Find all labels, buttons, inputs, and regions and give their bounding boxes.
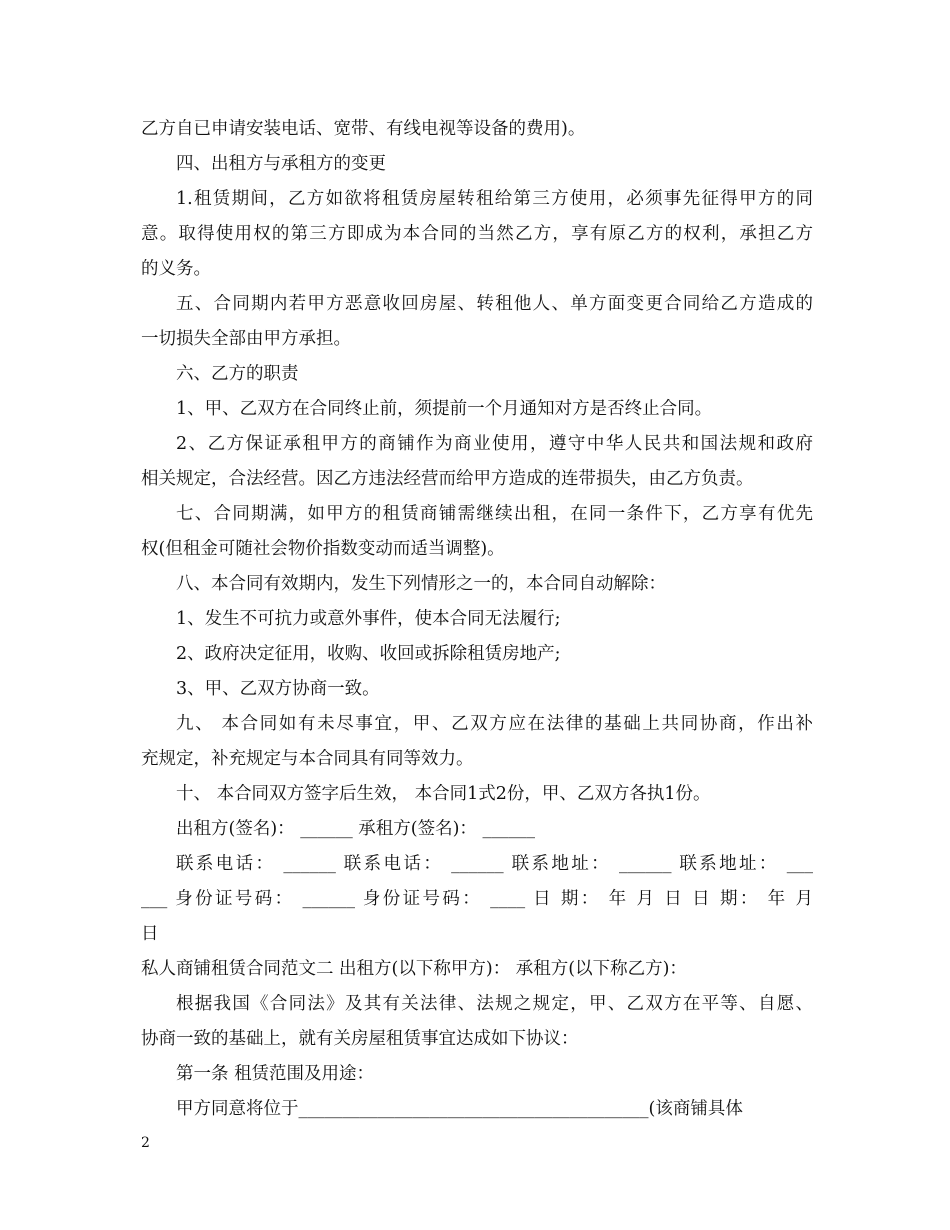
text-line: 充规定，补充规定与本合同具有同等效力。 <box>141 749 474 769</box>
text-line: 协商一致的基础上，就有关房屋租赁事宜达成如下协议： <box>141 1029 579 1049</box>
text-line: 乙方自已申请安装电话、宽带、有线电视等设备的费用)。 <box>141 119 586 139</box>
section-heading: 十、 本合同双方签字后生效， 本合同1式2份，甲、乙双方各执1份。 <box>176 784 711 804</box>
text-line: 2、政府决定征用，收购、收回或拆除租赁房地产; <box>176 644 561 664</box>
text-line: 意。取得使用权的第三方即成为本合同的当然乙方，享有原乙方的权利，承担乙方 <box>141 224 813 244</box>
text-line: 权(但租金可随社会物价指数变动而适当调整)。 <box>141 539 505 559</box>
section-heading: 九、 本合同如有未尽事宜，甲、乙双方应在法律的基础上共同协商，作出补 <box>176 714 813 734</box>
document-subtitle: 私人商铺租赁合同范文二 出租方(以下称甲方)： 承租方(以下称乙方)： <box>141 959 687 979</box>
id-date-line: ___ 身份证号码： ______ 身份证号码： ____ 日 期： 年 月 日 日 期： 年 月 <box>141 889 813 909</box>
contact-line: 联系电话： ______ 联系电话： ______ 联系地址： ______ 联系地址： ___ <box>176 854 813 874</box>
text-line: 1、甲、乙双方在合同终止前，须提前一个月通知对方是否终止合同。 <box>176 399 713 419</box>
text-line: 1.租赁期间，乙方如欲将租赁房屋转租给第三方使用，必须事先征得甲方的同 <box>176 189 813 209</box>
page-number: 2 <box>141 1135 150 1151</box>
text-line: 根据我国《合同法》及其有关法律、法规之规定，甲、乙双方在平等、自愿、 <box>176 994 813 1014</box>
text-line: 相关规定，合法经营。因乙方违法经营而给甲方造成的连带损失，由乙方负责。 <box>141 469 754 489</box>
text-line: 日 <box>141 924 159 944</box>
section-heading: 七、合同期满，如甲方的租赁商铺需继续出租，在同一条件下，乙方享有优先 <box>176 504 813 524</box>
text-line: 的义务。 <box>141 259 211 279</box>
section-heading: 五、合同期内若甲方恶意收回房屋、转租他人、单方面变更合同给乙方造成的 <box>176 294 813 314</box>
text-line: 2、乙方保证承租甲方的商铺作为商业使用，遵守中华人民共和国法规和政府 <box>176 434 813 454</box>
text-line: 1、发生不可抗力或意外事件，使本合同无法履行; <box>176 609 561 629</box>
article-heading: 第一条 租赁范围及用途： <box>176 1064 375 1084</box>
signature-line: 出租方(签名)： ______ 承租方(签名)： ______ <box>176 819 535 839</box>
section-heading: 六、乙方的职责 <box>176 364 299 384</box>
text-line: 3、甲、乙双方协商一致。 <box>176 679 380 699</box>
text-line: 甲方同意将位于________________________________________(该商铺具体 <box>176 1099 743 1119</box>
text-line: 一切损失全部由甲方承担。 <box>141 329 351 349</box>
section-heading: 四、出租方与承租方的变更 <box>176 154 386 174</box>
section-heading: 八、本合同有效期内，发生下列情形之一的，本合同自动解除： <box>176 574 666 594</box>
